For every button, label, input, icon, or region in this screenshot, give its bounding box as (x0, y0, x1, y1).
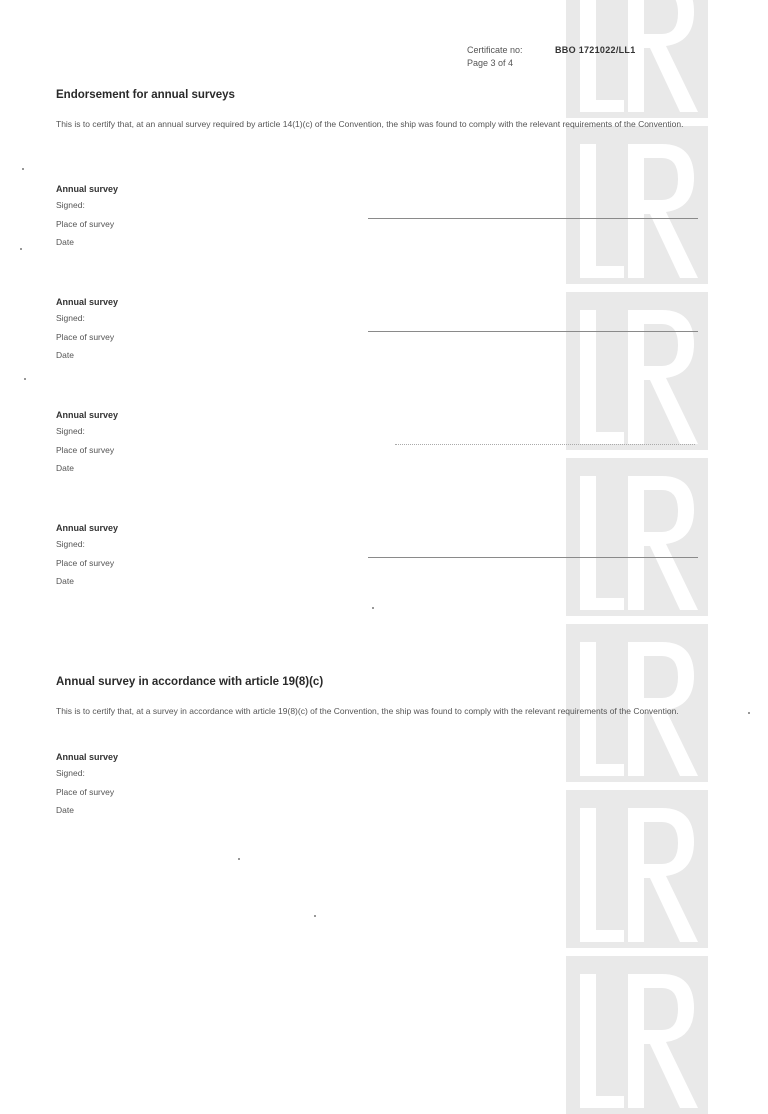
survey-title: Annual survey (56, 523, 119, 533)
lr-logo-icon (566, 790, 708, 948)
lr-logo-icon (566, 292, 708, 450)
signed-label: Signed: (56, 426, 85, 436)
endorsement-text: This is to certify that, at an annual survey required by article 14(1)(c) of the Convention, the ship was found to comply with the relevant requirements of the Convention. (56, 119, 684, 129)
signed-label: Signed: (56, 200, 85, 210)
endorsement-title: Endorsement for annual surveys (56, 89, 235, 101)
survey-block (56, 752, 118, 824)
signature-line (368, 331, 698, 332)
lr-logo-watermark (566, 292, 708, 450)
lr-letters (580, 808, 698, 942)
lr-logo-watermark (566, 956, 708, 1114)
lr-logo-watermark (566, 458, 708, 616)
survey-title: Annual survey (56, 752, 119, 762)
signed-label: Signed: (56, 539, 85, 549)
survey-block (56, 184, 118, 256)
survey-block (56, 523, 118, 595)
date-label: Date (56, 350, 74, 360)
survey-block (56, 410, 118, 482)
lr-logo-watermark (566, 624, 708, 782)
place-of-survey-label: Place of survey (56, 557, 115, 568)
scan-speck (372, 607, 374, 609)
certificate-header (467, 44, 636, 70)
scan-speck (314, 915, 316, 917)
lr-logo-icon (566, 126, 708, 284)
scan-speck (22, 168, 24, 170)
scan-speck (748, 712, 750, 714)
signature-line (395, 444, 695, 445)
lr-logo-watermark (566, 790, 708, 948)
signature-line (368, 218, 698, 219)
survey-block (56, 297, 118, 369)
lr-letters (580, 144, 698, 278)
place-of-survey-label: Place of survey (56, 331, 115, 342)
article19-title: Annual survey in accordance with article 19(8)(c) (56, 676, 324, 688)
lr-logo-icon (566, 956, 708, 1114)
place-of-survey-label: Place of survey (56, 218, 115, 229)
page-indicator: Page 3 of 4 (467, 58, 514, 68)
lr-letters (580, 476, 698, 610)
place-of-survey-label: Place of survey (56, 444, 115, 455)
date-label: Date (56, 237, 74, 247)
date-label: Date (56, 805, 74, 815)
lr-watermark-band (566, 0, 708, 994)
lr-logo-icon (566, 458, 708, 616)
lr-logo-watermark (566, 126, 708, 284)
scan-speck (20, 248, 22, 250)
signed-label: Signed: (56, 313, 85, 323)
lr-logo-icon (566, 624, 708, 782)
survey-title: Annual survey (56, 297, 119, 307)
scan-speck (24, 378, 26, 380)
survey-title: Annual survey (56, 184, 119, 194)
date-label: Date (56, 576, 74, 586)
signature-line (368, 557, 698, 558)
signed-label: Signed: (56, 768, 85, 778)
certificate-number-label: Certificate no: (467, 45, 523, 55)
lr-letters (580, 974, 698, 1108)
place-of-survey-label: Place of survey (56, 786, 115, 797)
scan-speck (238, 858, 240, 860)
survey-title: Annual survey (56, 410, 119, 420)
article19-text: This is to certify that, at a survey in accordance with article 19(8)(c) of the Convention, the ship was found to comply with the relevant requirements of the Convention. (56, 706, 679, 716)
certificate-number: BBO 1721022/LL1 (555, 45, 636, 55)
date-label: Date (56, 463, 74, 473)
